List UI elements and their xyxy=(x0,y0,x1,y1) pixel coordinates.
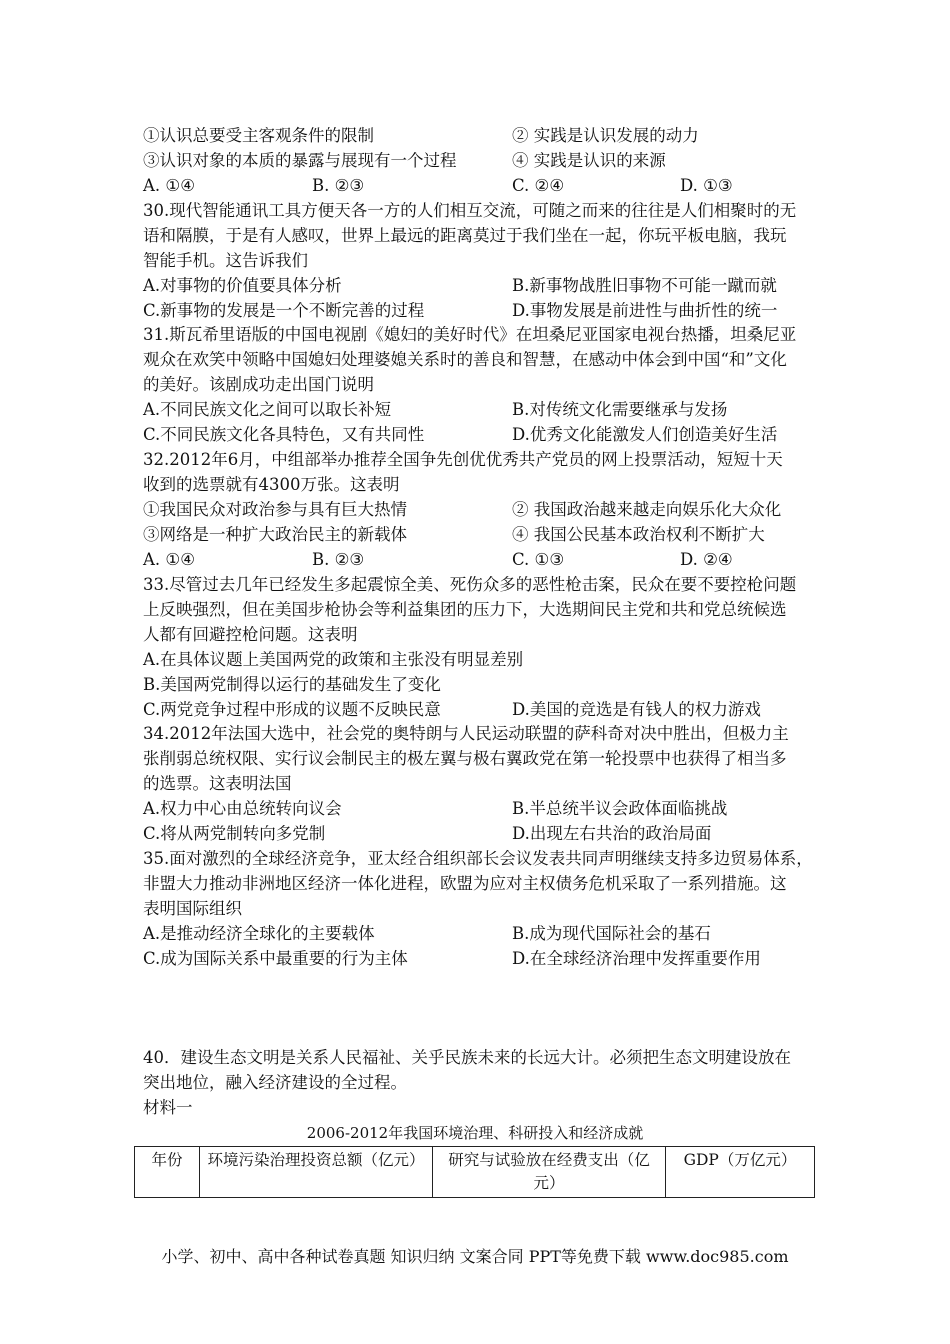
question-31-stem-line: 31.斯瓦希里语版的中国电视剧《媳妇的美好时代》在坦桑尼亚国家电视台热播，坦桑尼亚 xyxy=(143,325,797,344)
option-b: B.对传统文化需要继承与发扬 xyxy=(512,400,728,419)
question-34-stem-line: 的选票。这表明法国 xyxy=(143,774,292,793)
option-b: B.新事物战胜旧事物不可能一蹴而就 xyxy=(512,276,777,295)
option-c: C.新事物的发展是一个不断完善的过程 xyxy=(143,301,425,320)
question-32-stem-line: 32.2012年6月，中组部举办推荐全国争先创优优秀共产党员的网上投票活动，短短十天 xyxy=(143,450,783,469)
question-32-stem-line: 收到的选票就有4300万张。这表明 xyxy=(143,475,400,494)
statement-3: ③认识对象的本质的暴露与展现有一个过程 xyxy=(143,151,457,170)
question-35-stem-line: 非盟大力推动非洲地区经济一体化进程，欧盟为应对主权债务危机采取了一系列措施。这 xyxy=(143,874,787,893)
question-40-stem-line: 突出地位，融入经济建设的全过程。 xyxy=(143,1073,407,1092)
option-d: D.美国的竞选是有钱人的权力游戏 xyxy=(512,700,761,719)
column-header-year: 年份 xyxy=(135,1147,200,1198)
option-d: D. ②④ xyxy=(680,550,733,569)
table-caption: 2006-2012年我国环境治理、科研投入和经济成就 xyxy=(306,1124,644,1142)
question-30-stem-line: 语和隔膜，于是有人感叹，世界上最远的距离莫过于我们坐在一起，你玩平板电脑，我玩 xyxy=(143,226,787,245)
option-a: A.不同民族文化之间可以取长补短 xyxy=(143,400,392,419)
option-b: B. ②③ xyxy=(312,176,365,195)
footer-text: 小学、初中、高中各种试卷真题 知识归纳 文案合同 PPT等免费下载 www.doc985.com xyxy=(161,1247,789,1266)
option-c: C.两党竞争过程中形成的议题不反映民意 xyxy=(143,700,441,719)
question-33-stem-line: 上反映强烈，但在美国步枪协会等利益集团的压力下，大选期间民主党和共和党总统候选 xyxy=(143,600,787,619)
option-d: D.事物发展是前进性与曲折性的统一 xyxy=(512,301,778,320)
option-d: D. ①③ xyxy=(680,176,733,195)
question-35-stem-line: 表明国际组织 xyxy=(143,899,242,918)
question-35-stem-line: 35.面对激烈的全球经济竞争，亚太经合组织部长会议发表共同声明继续支持多边贸易体系， xyxy=(143,849,813,868)
table-header-row xyxy=(135,1147,815,1198)
option-a: A.是推动经济全球化的主要载体 xyxy=(143,924,375,943)
column-header-gdp: GDP（万亿元） xyxy=(666,1147,815,1198)
option-c: C. ①③ xyxy=(512,550,565,569)
option-c: C.不同民族文化各具特色，又有共同性 xyxy=(143,425,425,444)
option-b: B. ②③ xyxy=(312,550,365,569)
question-30-stem-line: 30.现代智能通讯工具方便天各一方的人们相互交流，可随之而来的往往是人们相聚时的无 xyxy=(143,201,797,220)
data-table xyxy=(134,1146,815,1198)
option-b: B.半总统半议会政体面临挑战 xyxy=(512,799,728,818)
option-d: D.在全球经济治理中发挥重要作用 xyxy=(512,949,761,968)
question-31-stem-line: 的美好。该剧成功走出国门说明 xyxy=(143,375,374,394)
column-header-rd-expenditure: 研究与试验放在经费支出（亿元） xyxy=(433,1147,666,1198)
option-a: A.在具体议题上美国两党的政策和主张没有明显差别 xyxy=(143,650,524,669)
question-31-stem-line: 观众在欢笑中领略中国媳妇处理婆媳关系时的善良和智慧，在感动中体会到中国“和”文化 xyxy=(143,350,787,369)
statement-2: ② 实践是认识发展的动力 xyxy=(512,126,699,145)
option-a: A.对事物的价值要具体分析 xyxy=(143,276,342,295)
option-d: D.出现左右共治的政治局面 xyxy=(512,824,712,843)
question-30-stem-line: 智能手机。这告诉我们 xyxy=(143,251,308,270)
option-c: C. ②④ xyxy=(512,176,565,195)
column-header-pollution-investment: 环境污染治理投资总额（亿元） xyxy=(200,1147,433,1198)
material-label: 材料一 xyxy=(143,1098,193,1117)
option-a: A.权力中心由总统转向议会 xyxy=(143,799,342,818)
option-b: B.美国两党制得以运行的基础发生了变化 xyxy=(143,675,441,694)
statement-4: ④ 我国公民基本政治权利不断扩大 xyxy=(512,525,765,544)
option-a: A. ①④ xyxy=(143,176,195,195)
statement-2: ② 我国政治越来越走向娱乐化大众化 xyxy=(512,500,782,519)
statement-4: ④ 实践是认识的来源 xyxy=(512,151,666,170)
question-33-stem-line: 33.尽管过去几年已经发生多起震惊全美、死伤众多的恶性枪击案，民众在要不要控枪问题 xyxy=(143,575,797,594)
statement-1: ①我国民众对政治参与具有巨大热情 xyxy=(143,500,407,519)
question-40-stem-line: 40．建设生态文明是关系人民福祉、关乎民族未来的长远大计。必须把生态文明建设放在 xyxy=(143,1048,791,1067)
statement-1: ①认识总要受主客观条件的限制 xyxy=(143,126,374,145)
question-34-stem-line: 张削弱总统权限、实行议会制民主的极左翼与极右翼政党在第一轮投票中也获得了相当多 xyxy=(143,749,787,768)
option-c: C.成为国际关系中最重要的行为主体 xyxy=(143,949,408,968)
option-b: B.成为现代国际社会的基石 xyxy=(512,924,711,943)
option-a: A. ①④ xyxy=(143,550,195,569)
question-34-stem-line: 34.2012年法国大选中，社会党的奥特朗与人民运动联盟的萨科奇对决中胜出，但极力主 xyxy=(143,724,789,743)
question-33-stem-line: 人都有回避控枪问题。这表明 xyxy=(143,625,358,644)
statement-3: ③网络是一种扩大政治民主的新载体 xyxy=(143,525,407,544)
option-c: C.将从两党制转向多党制 xyxy=(143,824,326,843)
option-d: D.优秀文化能激发人们创造美好生活 xyxy=(512,425,778,444)
